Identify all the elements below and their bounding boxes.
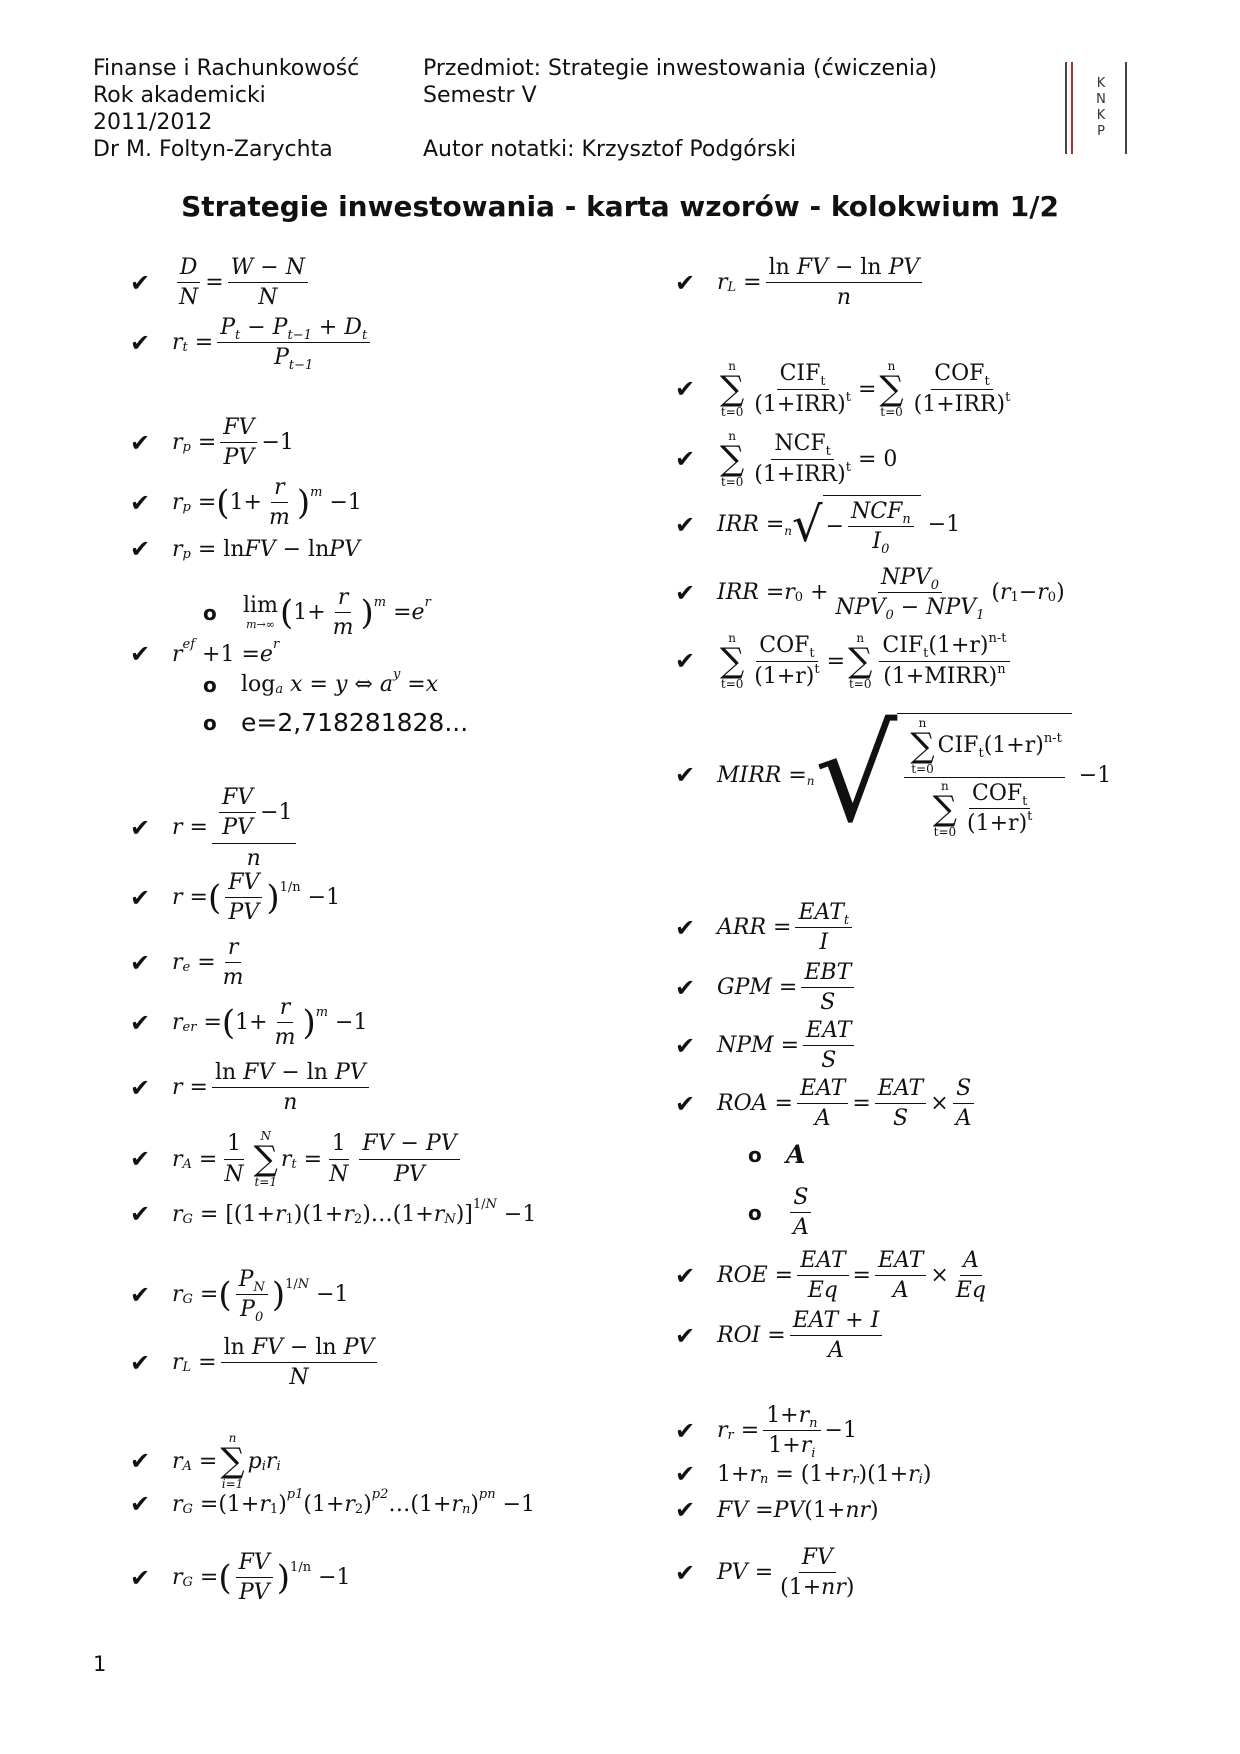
formula-log-rate: ✔ r L = ln FV − ln PV n (675, 255, 926, 311)
bullet-icon: o (748, 1200, 762, 1225)
formula-effective-continuous: ✔ r ef +1 = e r (130, 636, 280, 668)
check-icon: ✔ (675, 1261, 696, 1290)
note-assets: o A (748, 1140, 806, 1169)
formula-geometric-mean: ✔ r G = [(1+ r 1 )(1+ r 2 )…(1+ r N )] 1/N −1 (130, 1196, 537, 1228)
formula-mirr-cash-flows: ✔ n ∑ t=0 $COF_t$ $(1+r)^t$ = n ∑ t=0 $CIF_t(1+r)^{n-t}$ (1+MIRR)$^n$ (675, 632, 1014, 690)
note-asset-turnover: o S A (748, 1185, 816, 1241)
check-icon: ✔ (675, 578, 696, 607)
formula-mirr: ✔ MIRR = n √ n ∑ t=0 $CIF_t(1+r)^{n-t}$ n ∑ t=0 $COF_t$ $(1+r)^t$ −1 (675, 699, 1112, 851)
formula-pv-simple: ✔ PV = FV (1+nr) (675, 1545, 855, 1601)
header-semester: Semestr V (423, 83, 537, 108)
check-icon: ✔ (130, 640, 151, 668)
check-icon: ✔ (130, 948, 151, 977)
formula-period-return: ✔ r p = FV PV −1 (130, 415, 294, 471)
formula-roa: ✔ ROA = EAT A = EAT S × S A (675, 1076, 979, 1132)
formula-irr-ncf: ✔ n ∑ t=0 $NCF_t$ $(1+IRR)^t$ = 0 (675, 429, 898, 489)
check-icon: ✔ (130, 813, 151, 842)
check-icon: ✔ (675, 761, 696, 789)
formula-weighted-geometric: ✔ r G =(1+ r 1 ) p1 (1+ r 2 ) p2 …(1+ r n ) pn −1 (130, 1486, 536, 1518)
formula-weighted-arithmetic: ✔ r A = n ∑ i=1 p i r i (130, 1431, 281, 1491)
formula-compound-period: ✔ r p = ( 1+ r m ) m −1 (130, 475, 362, 531)
formula-dividend-ratio: ✔ D N = W − N N (130, 255, 312, 311)
check-icon: ✔ (130, 1073, 151, 1102)
check-icon: ✔ (675, 647, 696, 675)
check-icon: ✔ (130, 328, 151, 357)
check-icon: ✔ (675, 973, 696, 1002)
formula-limit: o lim m→∞ ( 1+ r m ) m = e r (203, 585, 431, 641)
logo-line-right (1125, 62, 1127, 154)
check-icon: ✔ (675, 913, 696, 942)
bullet-icon: o (203, 672, 217, 697)
formula-holding-return: ✔ r t = $P_t - P_{t-1} + D_t$ $P_{t-1}$ (130, 315, 374, 371)
formula-log-annual: ✔ r = ln FV − ln PV n (130, 1060, 373, 1116)
logo-line-red (1071, 62, 1073, 154)
header-line: Finanse i Rachunkowość (93, 56, 360, 81)
check-icon: ✔ (130, 1447, 151, 1475)
header-right (423, 55, 937, 163)
formula-real-rate: ✔ r r = $1+r_n$ $1+r_i$ −1 (675, 1403, 857, 1462)
header-author: Autor notatki: Krzysztof Podgórski (423, 137, 797, 162)
bullet-icon: o (748, 1142, 762, 1167)
page-title: Strategie inwestowania - karta wzorów - kolokwium 1/2 (181, 190, 1059, 223)
formula-fv-simple: ✔ FV = PV (1+ nr ) (675, 1496, 879, 1524)
header-subject: Przedmiot: Strategie inwestowania (ćwiczenia) (423, 56, 938, 81)
formula-arithmetic-mean: ✔ r A = 1 N N ∑ t=1 r t = 1 N FV − PV PV (130, 1130, 464, 1188)
formula-simple-annual: ✔ r = $\frac{FV}{PV}$ −1 n (130, 785, 300, 871)
formula-roi: ✔ ROI = EAT + I A (675, 1308, 886, 1364)
check-icon: ✔ (130, 883, 151, 912)
check-icon: ✔ (675, 1558, 696, 1587)
check-icon: ✔ (675, 268, 696, 297)
check-icon: ✔ (130, 1280, 151, 1309)
header-line: Dr M. Foltyn-Zarychta (93, 137, 333, 162)
check-icon: ✔ (130, 488, 151, 517)
formula-irr-cash-flows: ✔ n ∑ t=0 $CIF_t$ $(1+IRR)^t$ = n ∑ t=0 $COF_t$ $(1+IRR)^t$ (675, 359, 1011, 419)
formula-arr: ✔ ARR = $EAT_t$ I (675, 900, 856, 956)
check-icon: ✔ (675, 445, 696, 473)
check-icon: ✔ (130, 1490, 151, 1518)
formula-geometric-price: ✔ r G = ( $P_N$ $P_0$ ) 1/N −1 (130, 1267, 349, 1326)
formula-log-return: ✔ r p = ln FV − ln PV (130, 535, 360, 563)
check-icon: ✔ (130, 268, 151, 297)
bullet-icon: o (203, 600, 217, 625)
formula-irr-root: ✔ IRR = n √ − $NCF_n$ $I_0$ −1 (675, 496, 961, 558)
check-icon: ✔ (675, 1089, 696, 1118)
bullet-icon: o (203, 710, 217, 735)
formula-geometric-annual: ✔ r = ( FV PV ) 1/n −1 (130, 870, 341, 926)
formula-log-mean: ✔ r L = ln FV − ln PV N (130, 1335, 381, 1391)
formula-geometric-fv: ✔ r G = ( FV PV ) 1/n −1 (130, 1550, 351, 1606)
formula-irr-interpolation: ✔ IRR = r 0 + $NPV_0$ $NPV_0 - NPV_1$ ( r 1 − r 0 ) (675, 565, 1065, 624)
check-icon: ✔ (675, 1416, 696, 1445)
note-euler: o e=2,718281828... (203, 708, 469, 737)
check-icon: ✔ (675, 375, 696, 403)
check-icon: ✔ (675, 510, 696, 539)
check-icon: ✔ (130, 1200, 151, 1228)
formula-fisher: ✔ 1+ r n = (1+ r r )(1+ r i ) (675, 1460, 932, 1488)
note-log: o log a x = y ⇔ a y = x (203, 667, 439, 697)
check-icon: ✔ (675, 1031, 696, 1060)
header-left (93, 55, 359, 163)
formula-effective-rate: ✔ r er = ( 1+ r m ) m −1 (130, 995, 368, 1051)
page-number: 1 (93, 1652, 107, 1676)
formula-gpm: ✔ GPM = EBT S (675, 960, 858, 1016)
formula-nominal-rate: ✔ r e = r m (130, 935, 244, 991)
logo-line-dark (1065, 62, 1067, 154)
check-icon: ✔ (130, 1348, 151, 1377)
header-line: 2011/2012 (93, 110, 213, 135)
check-icon: ✔ (675, 1460, 696, 1488)
formula-roe: ✔ ROE = EAT Eq = EAT A × A Eq (675, 1248, 986, 1304)
knkp-logo: K N K P (1096, 76, 1106, 139)
check-icon: ✔ (130, 1563, 151, 1592)
check-icon: ✔ (130, 1145, 151, 1173)
check-icon: ✔ (675, 1496, 696, 1524)
header-line: Rok akademicki (93, 83, 266, 108)
check-icon: ✔ (130, 1008, 151, 1037)
formula-npm: ✔ NPM = EAT S (675, 1018, 858, 1074)
check-icon: ✔ (130, 535, 151, 563)
check-icon: ✔ (675, 1321, 696, 1350)
check-icon: ✔ (130, 428, 151, 457)
